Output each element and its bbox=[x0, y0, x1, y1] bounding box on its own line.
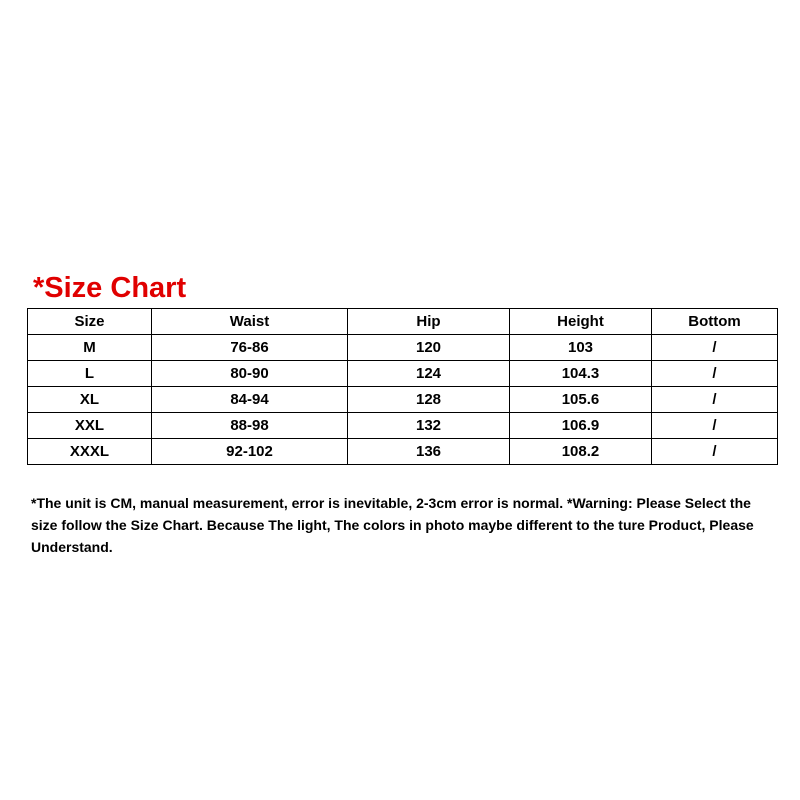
table-row bbox=[28, 387, 778, 413]
header-waist: Waist bbox=[152, 309, 348, 335]
header-hip: Hip bbox=[348, 309, 510, 335]
cell-size: XXL bbox=[28, 413, 152, 439]
cell-size: XL bbox=[28, 387, 152, 413]
cell-hip: 128 bbox=[348, 387, 510, 413]
cell-bottom: / bbox=[652, 335, 778, 361]
cell-hip: 120 bbox=[348, 335, 510, 361]
cell-bottom: / bbox=[652, 387, 778, 413]
cell-waist: 92-102 bbox=[152, 439, 348, 465]
table-row bbox=[28, 413, 778, 439]
cell-bottom: / bbox=[652, 413, 778, 439]
measurement-note: *The unit is CM, manual measurement, error is inevitable, 2-3cm error is normal. *Warning: Please Select the size follow the Size Chart. Because The light, The colors in photo maybe different to the ture Product, Please Understand. bbox=[31, 495, 754, 555]
header-height: Height bbox=[510, 309, 652, 335]
cell-hip: 136 bbox=[348, 439, 510, 465]
size-chart-title: *Size Chart bbox=[33, 272, 187, 304]
size-chart-table bbox=[27, 308, 778, 465]
cell-waist: 88-98 bbox=[152, 413, 348, 439]
cell-height: 108.2 bbox=[510, 439, 652, 465]
cell-size: L bbox=[28, 361, 152, 387]
table-row bbox=[28, 439, 778, 465]
cell-height: 103 bbox=[510, 335, 652, 361]
cell-size: XXXL bbox=[28, 439, 152, 465]
table-header-row bbox=[28, 309, 778, 335]
cell-size: M bbox=[28, 335, 152, 361]
cell-waist: 84-94 bbox=[152, 387, 348, 413]
header-bottom: Bottom bbox=[652, 309, 778, 335]
cell-bottom: / bbox=[652, 361, 778, 387]
cell-height: 104.3 bbox=[510, 361, 652, 387]
cell-hip: 124 bbox=[348, 361, 510, 387]
header-size: Size bbox=[28, 309, 152, 335]
cell-height: 106.9 bbox=[510, 413, 652, 439]
cell-height: 105.6 bbox=[510, 387, 652, 413]
table-row bbox=[28, 361, 778, 387]
cell-hip: 132 bbox=[348, 413, 510, 439]
cell-bottom: / bbox=[652, 439, 778, 465]
cell-waist: 76-86 bbox=[152, 335, 348, 361]
table-row bbox=[28, 335, 778, 361]
cell-waist: 80-90 bbox=[152, 361, 348, 387]
